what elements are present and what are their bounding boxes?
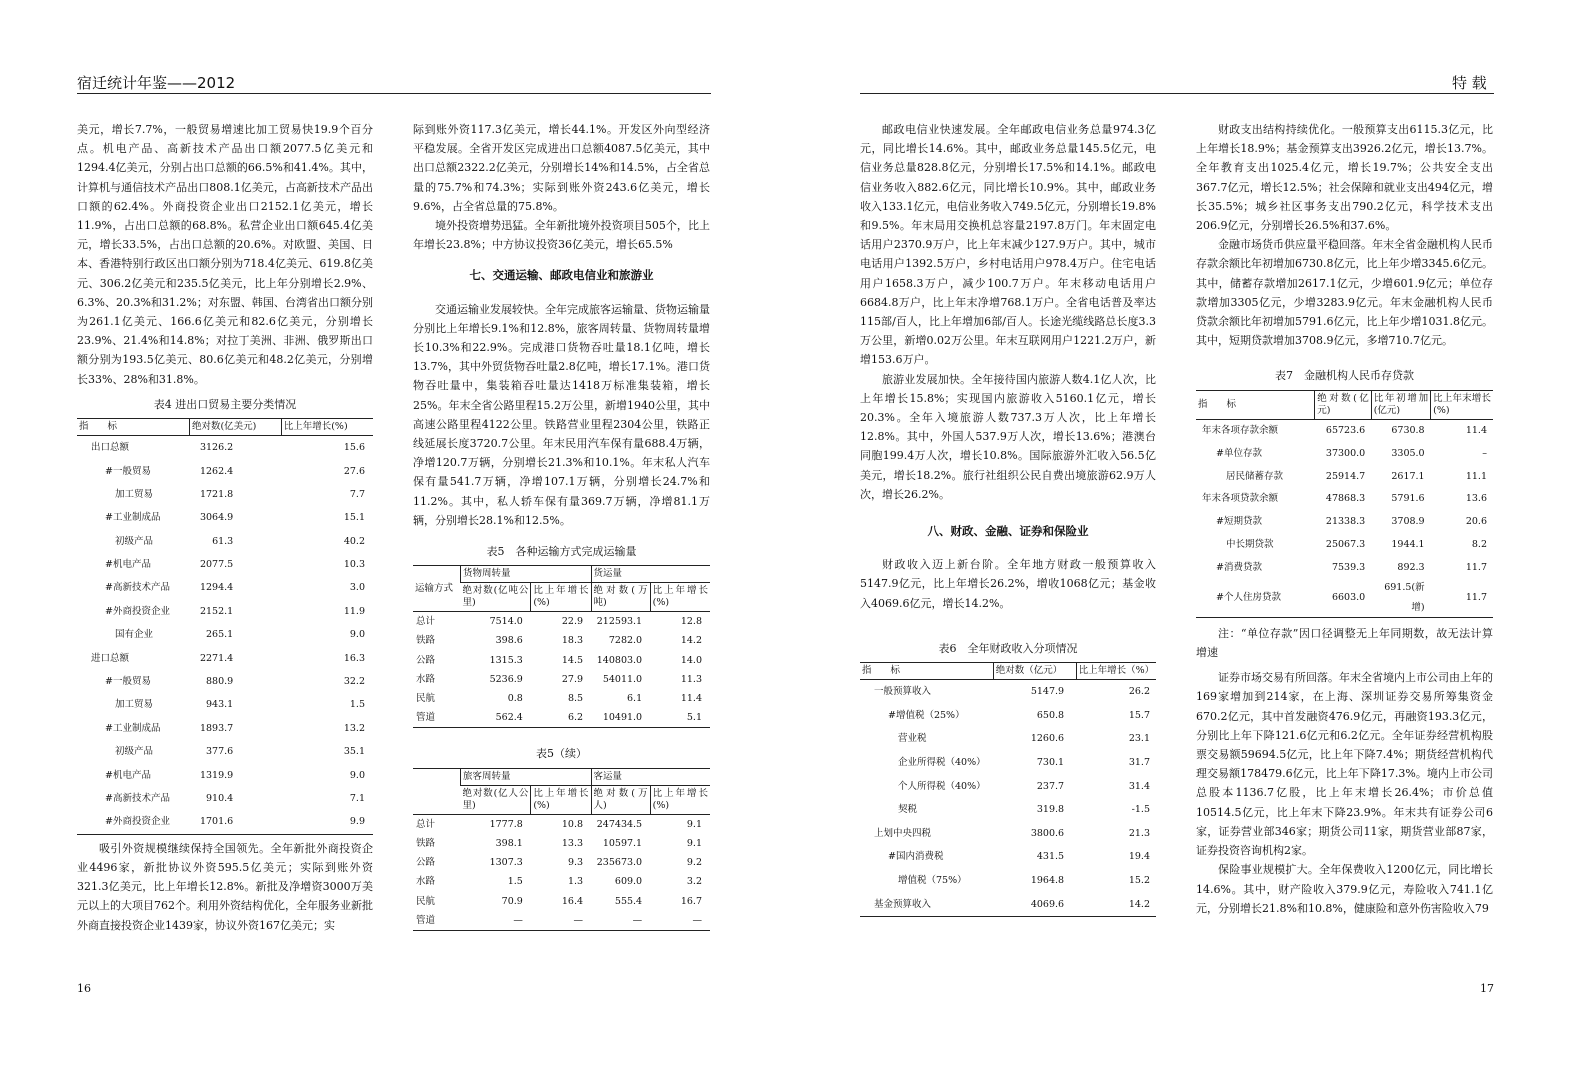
row-value: 13.6 bbox=[1465, 493, 1487, 505]
row-label: 个人所得税（40%） bbox=[898, 780, 986, 792]
row-value: 892.3 bbox=[1397, 561, 1425, 573]
table-row bbox=[413, 670, 710, 689]
row-value: 3800.6 bbox=[1030, 827, 1065, 839]
left-column-2 bbox=[413, 120, 710, 931]
row-value: 1262.4 bbox=[199, 465, 234, 477]
table6-header: 指 标 bbox=[860, 663, 993, 680]
row-value: 9.1 bbox=[686, 818, 702, 830]
table-row bbox=[413, 631, 710, 650]
table-row bbox=[77, 647, 373, 670]
row-value: 11.7 bbox=[1465, 592, 1487, 604]
row-value: 1777.8 bbox=[489, 818, 523, 830]
paragraph: 保险事业规模扩大。全年保费收入1200亿元，同比增长14.6%。其中，财产险收入379.9亿元，寿险收入741.1亿元，分别增长21.8%和10.8%，健康险和意外伤害险收入79 bbox=[1196, 863, 1493, 915]
table-row bbox=[413, 892, 710, 911]
table-row bbox=[413, 708, 710, 728]
row-value: 9.0 bbox=[349, 769, 365, 781]
paragraph: 旅游业发展加快。全年接待国内旅游人数4.1亿人次，比上年增长15.8%；实现国内旅游收入5160.1亿元，增长20.3%。全年入境旅游人数737.3万人次，比上年增长12.8%。其中，外国人537.9万人次，增长13.6%；港澳台同胞199.4万人次，增长10.8%。国际旅游外汇收入56.5亿美元，增长18.2%。旅行社组织公民自费出境旅游62.9万人次，增长26.2%。 bbox=[860, 372, 1156, 501]
section-heading-7: 七、交通运输、邮政电信业和旅游业 bbox=[469, 268, 654, 283]
row-value: 5236.9 bbox=[489, 673, 523, 685]
paragraph: 际到账外资117.3亿美元，增长44.1%。开发区外向型经济平稳发展。全省开发区完成进出口总额4087.5亿美元，其中出口总额2322.2亿美元，分别增长14%和14.5%，占全省总量的75.7%和74.3%；实际到账外资243.6亿美元，增长9.6%，占全省总量的75.8%。 bbox=[413, 123, 710, 213]
row-value: 11.4 bbox=[1465, 425, 1487, 437]
row-value: 31.7 bbox=[1128, 757, 1150, 769]
row-label: 管道 bbox=[416, 914, 436, 926]
table5b-group-header: 旅客周转量 bbox=[461, 768, 592, 785]
row-value: 398.1 bbox=[495, 837, 523, 849]
row-label: 契税 bbox=[898, 804, 918, 816]
row-value: — bbox=[692, 914, 702, 926]
table-row bbox=[413, 612, 710, 632]
table-row bbox=[77, 483, 373, 506]
table-row bbox=[77, 576, 373, 599]
table5b-caption: 表5（续） bbox=[536, 747, 587, 761]
table-row bbox=[77, 717, 373, 740]
row-value: 2152.1 bbox=[199, 605, 234, 617]
row-label: 加工贸易 bbox=[115, 488, 154, 500]
table-row bbox=[860, 704, 1156, 728]
row-value: 10491.0 bbox=[602, 712, 643, 724]
row-value: 19.4 bbox=[1128, 851, 1150, 863]
table-row bbox=[413, 651, 710, 670]
row-value: 27.9 bbox=[561, 673, 584, 685]
table5b-subheader: 绝对数(万人) bbox=[591, 785, 650, 814]
right-header-rule bbox=[860, 93, 1494, 94]
table6-caption: 表6 全年财政收入分项情况 bbox=[938, 641, 1078, 655]
row-value: 3064.9 bbox=[199, 512, 234, 524]
row-value: 14.2 bbox=[1128, 898, 1150, 910]
row-value: 7.1 bbox=[349, 793, 365, 804]
row-value: 15.2 bbox=[1128, 875, 1150, 887]
table-row bbox=[77, 693, 373, 716]
row-value: 1701.6 bbox=[199, 816, 234, 828]
row-value: 9.1 bbox=[686, 837, 702, 849]
row-label: 管道 bbox=[416, 712, 436, 724]
row-label: #高新技术产品 bbox=[105, 582, 170, 594]
table-row bbox=[1196, 419, 1493, 442]
row-label: 基金预算收入 bbox=[874, 898, 932, 910]
row-label: 公路 bbox=[416, 857, 436, 869]
row-value: 319.8 bbox=[1036, 804, 1065, 816]
row-value: 11.4 bbox=[680, 693, 702, 705]
table-row bbox=[77, 600, 373, 623]
right-header-title: 特 载 bbox=[1452, 74, 1487, 92]
table6-header: 比上年增长（%） bbox=[1076, 663, 1156, 680]
row-value: 235673.0 bbox=[596, 857, 643, 869]
row-value: 8.2 bbox=[1471, 538, 1487, 550]
table7 bbox=[1196, 390, 1493, 618]
table-row bbox=[1196, 510, 1493, 533]
paragraph: 财政收入迈上新台阶。全年地方财政一般预算收入5147.9亿元，比上年增长26.2%，增收1068亿元；基金收入4069.6亿元，增长14.2%。 bbox=[860, 558, 1156, 610]
row-value: 37300.0 bbox=[1325, 448, 1366, 460]
row-value: 247434.5 bbox=[596, 818, 643, 830]
table-row bbox=[413, 834, 710, 853]
paragraph: 吸引外资规模继续保持全国领先。全年新批外商投资企业4496家，新批协议外资595.5亿美元；实际到账外资321.3亿美元，比上年增长12.8%。新批及净增资3000万美元以上的大项目762个。利用外资结构优化，全年服务业新批外商直接投资企业1439家，协议外资167亿美元；实 bbox=[77, 841, 373, 932]
table7-caption: 表7 金融机构人民币存贷款 bbox=[1275, 369, 1414, 383]
table-row bbox=[77, 436, 373, 460]
table5b-group-header: 客运量 bbox=[591, 768, 710, 785]
row-label: #外商投资企业 bbox=[105, 816, 170, 828]
table-row bbox=[77, 530, 373, 553]
row-label: #个人住房贷款 bbox=[1216, 592, 1281, 604]
row-value: 26.2 bbox=[1128, 686, 1150, 698]
table-row bbox=[413, 872, 710, 891]
row-label: 民航 bbox=[416, 693, 436, 705]
row-label: 增值税（75%） bbox=[898, 875, 967, 887]
table7-body bbox=[1196, 419, 1493, 617]
right-column-2 bbox=[1196, 120, 1493, 918]
row-value: 11.3 bbox=[680, 673, 702, 685]
row-value: 2271.4 bbox=[199, 652, 234, 664]
row-value: 14.0 bbox=[680, 654, 702, 666]
row-value: 3.2 bbox=[686, 876, 702, 888]
row-value: 22.9 bbox=[561, 616, 584, 628]
row-value: 1721.8 bbox=[199, 488, 234, 500]
table5b-body bbox=[413, 814, 710, 930]
table-row bbox=[1196, 578, 1493, 617]
row-value: 1893.7 bbox=[199, 722, 234, 734]
row-value: — bbox=[632, 914, 643, 926]
row-label: 进口总额 bbox=[91, 652, 130, 664]
row-value: 21338.3 bbox=[1325, 516, 1366, 528]
table-row bbox=[860, 774, 1156, 798]
table4 bbox=[77, 418, 373, 835]
table4-header: 比上年增长(%) bbox=[281, 419, 373, 436]
table-row bbox=[860, 822, 1156, 846]
row-label: 营业税 bbox=[898, 733, 927, 745]
paragraph: 美元，增长7.7%，一般贸易增速比加工贸易快19.9个百分点。机电产品、高新技术产品出口额2077.5亿美元和1294.4亿美元，分别占出口总额的66.5%和41.4%。其中，计算机与通信技术产品出口808.1亿美元，占高新技术产品出口额的62.4%。外商投资企业出口2152.1亿美元，增长11.9%，占出口总额的68.8%。私营企业出口额645.4亿美元，增长33.5%，占出口总额的20.6%。对欧盟、美国、日本、香港特别行政区出口额分别为718.4亿美元、619.8亿美元、306.2亿美元和235.5亿美元，比上年分别增长2.9%、6.3%、20.3%和31.2%；对东盟、韩国、台湾省出口额分别为261.1亿美元、166.6亿美元和82.6亿美元，分别增长23.9%、21.4%和14.8%；对拉丁美洲、非洲、俄罗斯出口额分别为193.5亿美元、80.6亿美元和48.2亿美元，分别增长33%、28%和31.8%。 bbox=[77, 123, 373, 386]
row-label: #外商投资企业 bbox=[105, 605, 170, 617]
row-value: -1.5 bbox=[1131, 804, 1150, 816]
row-label: #工业制成品 bbox=[105, 512, 161, 524]
table7-note: 注：“单位存款”因口径调整无上年同期数，故无法计算增速 bbox=[1196, 626, 1493, 660]
row-value: 10.3 bbox=[343, 559, 365, 571]
table5b-subheader: 比上年增长(%) bbox=[531, 785, 591, 814]
row-value: 15.1 bbox=[343, 512, 365, 524]
left-page bbox=[0, 0, 790, 1077]
row-value: 11.7 bbox=[1465, 561, 1487, 573]
table4-body bbox=[77, 436, 373, 835]
table-row bbox=[413, 911, 710, 931]
table5b bbox=[413, 768, 710, 931]
row-label: 企业所得税（40%） bbox=[898, 757, 986, 769]
row-label: 国有企业 bbox=[115, 629, 154, 641]
table-row bbox=[77, 623, 373, 646]
row-value: 431.5 bbox=[1036, 851, 1065, 863]
row-value: 8.5 bbox=[567, 693, 584, 705]
row-value: – bbox=[1482, 448, 1487, 460]
row-label: #机电产品 bbox=[105, 769, 151, 781]
table-row bbox=[1196, 556, 1493, 579]
row-label: #短期贷款 bbox=[1216, 516, 1262, 528]
row-value: 2077.5 bbox=[199, 559, 234, 571]
row-label: 水路 bbox=[416, 673, 436, 685]
left-header-title: 宿迁统计年鉴——2012 bbox=[77, 74, 236, 92]
row-label: 总计 bbox=[416, 818, 436, 830]
row-value: 14.2 bbox=[680, 635, 702, 647]
table7-header: 比年初增加(亿元) bbox=[1371, 390, 1430, 419]
row-value: 1.5 bbox=[507, 876, 523, 888]
row-value: 47868.3 bbox=[1325, 493, 1366, 505]
table-row bbox=[413, 689, 710, 708]
row-value: 1315.3 bbox=[489, 654, 523, 666]
row-label: #工业制成品 bbox=[105, 722, 161, 734]
table-row bbox=[77, 506, 373, 529]
table-row bbox=[860, 727, 1156, 751]
row-value: 609.0 bbox=[614, 876, 643, 888]
table-row bbox=[860, 892, 1156, 916]
row-value: 10.8 bbox=[561, 818, 584, 830]
table5-caption: 表5 各种运输方式完成运输量 bbox=[486, 545, 637, 559]
row-value: 31.4 bbox=[1128, 780, 1150, 792]
table7-header: 比上年末增长(%) bbox=[1431, 390, 1493, 419]
table5-subheader: 绝对数(万吨) bbox=[591, 583, 650, 612]
row-value: 943.1 bbox=[206, 699, 234, 711]
row-value: 3126.2 bbox=[199, 442, 234, 454]
row-value: 1944.1 bbox=[1391, 538, 1425, 550]
paragraph: 金融市场货币供应量平稳回落。年末全省金融机构人民币存款余额比年初增加6730.8亿元，比上年少增3345.6亿元。其中，储蓄存款增加2617.1亿元，少增601.9亿元；单位存款增加3305亿元，少增3283.9亿元。年末金融机构人民币贷款余额比年初增加5791.6亿元，比上年少增1031.8亿元。其中，短期贷款增加3708.9亿元，多增710.7亿元。 bbox=[1196, 238, 1493, 348]
table5-subheader: 比上年增长(%) bbox=[531, 583, 591, 612]
table-row bbox=[413, 814, 710, 834]
row-value: 13.2 bbox=[343, 722, 365, 734]
row-value: 9.9 bbox=[349, 816, 365, 828]
row-value: 650.8 bbox=[1036, 709, 1065, 721]
row-value: 5791.6 bbox=[1391, 493, 1425, 505]
table5 bbox=[413, 565, 710, 728]
row-value: 27.6 bbox=[343, 465, 365, 477]
row-value: 6730.8 bbox=[1391, 425, 1425, 437]
row-value: 54011.0 bbox=[602, 673, 643, 685]
row-label: 初级产品 bbox=[115, 746, 154, 758]
row-value: 730.1 bbox=[1036, 757, 1065, 769]
table-row bbox=[1196, 465, 1493, 488]
table-row bbox=[77, 553, 373, 576]
row-value: 61.3 bbox=[212, 535, 234, 547]
left-header-rule bbox=[77, 93, 711, 94]
row-value: 2617.1 bbox=[1391, 470, 1425, 482]
row-value: 16.7 bbox=[680, 895, 702, 907]
row-label: #一般贸易 bbox=[105, 676, 151, 688]
row-value: 6.1 bbox=[627, 693, 643, 705]
row-value: 1294.4 bbox=[199, 582, 234, 594]
row-value: 12.8 bbox=[680, 616, 702, 628]
table-row bbox=[1196, 488, 1493, 511]
table-row bbox=[77, 787, 373, 810]
row-label: 中长期贷款 bbox=[1226, 538, 1274, 550]
row-value: 1964.8 bbox=[1030, 875, 1065, 887]
table5b-subheader: 绝对数(亿人公里) bbox=[461, 785, 531, 814]
table-row bbox=[1196, 533, 1493, 556]
row-label: 年末各项贷款余额 bbox=[1202, 493, 1279, 505]
row-value: 691.5(新增) bbox=[1384, 582, 1425, 613]
row-value: 15.6 bbox=[343, 442, 365, 454]
paragraph: 境外投资增势迅猛。全年新批境外投资项目505个，比上年增长23.8%；中方协议投资36亿美元，增长65.5% bbox=[413, 219, 710, 252]
table5b-header-empty bbox=[413, 768, 461, 814]
row-label: #消费贷款 bbox=[1216, 561, 1262, 573]
row-label: 铁路 bbox=[416, 635, 436, 647]
row-value: 9.3 bbox=[567, 857, 584, 869]
row-value: 377.6 bbox=[206, 746, 234, 758]
row-label: 初级产品 bbox=[115, 535, 154, 547]
row-value: 1260.6 bbox=[1030, 733, 1065, 745]
row-label: 出口总额 bbox=[91, 442, 130, 454]
left-page-number: 16 bbox=[77, 982, 91, 995]
row-label: 上划中央四税 bbox=[874, 827, 932, 839]
row-value: 20.6 bbox=[1465, 516, 1487, 528]
table4-header: 绝对数(亿美元) bbox=[189, 419, 281, 436]
row-value: 11.1 bbox=[1465, 470, 1487, 482]
table-row bbox=[77, 810, 373, 834]
row-label: 总计 bbox=[416, 616, 436, 628]
row-value: 16.3 bbox=[343, 652, 365, 664]
right-column-1 bbox=[860, 120, 1156, 917]
row-value: 3305.0 bbox=[1391, 448, 1425, 460]
table-row bbox=[77, 670, 373, 693]
table6 bbox=[860, 662, 1156, 917]
row-value: 6603.0 bbox=[1331, 592, 1366, 604]
table5-subheader: 比上年增长(%) bbox=[650, 583, 710, 612]
row-value: 880.9 bbox=[206, 676, 234, 688]
row-label: #国内消费税 bbox=[888, 851, 944, 863]
table-row bbox=[413, 853, 710, 872]
table5-header: 运输方式 bbox=[413, 566, 461, 612]
row-label: #机电产品 bbox=[105, 559, 151, 571]
table5b-subheader: 比上年增长(%) bbox=[650, 785, 710, 814]
row-value: 21.3 bbox=[1128, 827, 1150, 839]
row-value: 1319.9 bbox=[199, 769, 234, 781]
row-value: — bbox=[513, 914, 523, 926]
row-value: 32.2 bbox=[343, 676, 365, 688]
row-value: 237.7 bbox=[1036, 780, 1065, 792]
table5-group-header: 货物周转量 bbox=[461, 566, 592, 583]
row-value: 7514.0 bbox=[489, 616, 523, 628]
row-value: 18.3 bbox=[561, 635, 584, 647]
row-value: 65723.6 bbox=[1325, 425, 1366, 437]
right-page-number: 17 bbox=[1480, 982, 1494, 995]
table-row bbox=[77, 740, 373, 763]
row-value: 212593.1 bbox=[596, 616, 643, 628]
row-value: 7282.0 bbox=[608, 635, 643, 647]
table-row bbox=[77, 764, 373, 787]
paragraph: 证券市场交易有所回落。年末全省境内上市公司由上年的169家增加到214家，在上海、深圳证券交易所筹集资金670.2亿元，其中首发融资476.9亿元，再融资193.3亿元，分别比上年下降121.6亿元和6.2亿元。全年证券经营机构股票交易额59694.5亿元，比上年下降7.4%；期货经营机构代理交易额178479.6亿元，比上年下降17.3%。境内上市公司总股本1136.7亿股，比上年末增长26.4%；市价总值10514.5亿元，比上年末下降23.9%。年末共有证券公司6家，证券营业部346家；期货公司11家，期货营业部87家，证券投资咨询机构2家。 bbox=[1196, 671, 1493, 858]
table5-subheader: 绝对数(亿吨公里) bbox=[461, 583, 531, 612]
row-value: 14.5 bbox=[561, 654, 584, 666]
row-value: 3708.9 bbox=[1391, 516, 1425, 528]
row-value: 3.0 bbox=[349, 582, 365, 594]
paragraph: 财政支出结构持续优化。一般预算支出6115.3亿元，比上年增长18.9%；基金预算支出3926.2亿元，增长13.7%。全年教育支出1025.4亿元，增长19.7%；公共安全支出367.7亿元，增长12.5%；社会保障和就业支出494亿元，增长35.5%；城乡社区事务支出790.2亿元，科学技术支出206.9亿元，分别增长26.5%和37.6%。 bbox=[1196, 123, 1493, 233]
row-label: 铁路 bbox=[416, 837, 436, 849]
row-label: 水路 bbox=[416, 876, 436, 888]
table5-body bbox=[413, 612, 710, 728]
row-value: 7539.3 bbox=[1331, 561, 1366, 573]
paragraph: 交通运输业发展较快。全年完成旅客运输量、货物运输量分别比上年增长9.1%和12.8%，旅客周转量、货物周转量增长10.3%和22.9%。完成港口货物吞吐量18.1亿吨，增长13.7%，其中外贸货物吞吐量2.8亿吨，增长17.1%。港口货物吞吐量中，集装箱吞吐量达1418万标准集装箱，增长25%。年末全省公路里程15.2万公里，新增1940公里，其中高速公路里程4122公里。铁路营业里程2304公里，铁路正线延展长度3720.7公里。年末民用汽车保有量688.4万辆，净增120.7万辆，分别增长21.3%和10.1%。年末私人汽车保有量541.7万辆，净增107.1万辆，分别增长24.7%和11.2%。其中，私人轿车保有量369.7万辆，净增81.1万辆，分别增长28.1%和12.5%。 bbox=[413, 302, 710, 527]
row-label: 加工贸易 bbox=[115, 699, 154, 711]
left-column-1 bbox=[77, 120, 373, 935]
row-value: 6.2 bbox=[567, 712, 584, 724]
row-label: #单位存款 bbox=[1216, 448, 1262, 460]
row-value: 5.1 bbox=[686, 712, 702, 724]
row-value: 9.2 bbox=[686, 857, 702, 869]
table4-caption: 表4 进出口贸易主要分类情况 bbox=[153, 397, 297, 411]
row-label: 民航 bbox=[416, 895, 436, 907]
row-value: 70.9 bbox=[501, 895, 523, 907]
table-row bbox=[77, 459, 373, 482]
table6-header: 绝对数（亿元） bbox=[993, 663, 1076, 680]
table-row bbox=[860, 869, 1156, 893]
right-page bbox=[797, 0, 1587, 1077]
row-label: 公路 bbox=[416, 654, 436, 666]
paragraph: 邮政电信业快速发展。全年邮政电信业务总量974.3亿元，同比增长14.6%。其中，邮政业务总量145.5亿元，电信业务总量828.8亿元，分别增长17.5%和14.1%。邮政电信业务收入882.6亿元，同比增长10.9%。其中，邮政业务收入133.1亿元，电信业务收入749.5亿元，分别增长19.8%和9.5%。年末局用交换机总容量2197.8万门。年末固定电话用户2370.9万户，比上年末减少127.9万户。其中，城市电话用户1392.5万户，乡村电话用户978.4万户。住宅电话用户1658.3万户，减少100.7万户。年末移动电话用户6684.8万户，比上年末净增768.1万户。全省电话普及率达115部/百人，比上年增加6部/百人。长途光缆线路总长度3.3万公里，新增0.02万公里。年末互联网用户1221.2万户，新增153.6万户。 bbox=[860, 123, 1156, 367]
row-value: — bbox=[573, 914, 584, 926]
table-row bbox=[860, 845, 1156, 869]
table-row bbox=[1196, 442, 1493, 465]
row-value: 11.9 bbox=[343, 605, 365, 617]
row-label: #一般贸易 bbox=[105, 465, 151, 477]
row-value: 562.4 bbox=[495, 712, 523, 724]
table5-group-header: 货运量 bbox=[591, 566, 710, 583]
row-label: 居民储蓄存款 bbox=[1226, 470, 1284, 482]
row-value: 140803.0 bbox=[596, 654, 643, 666]
row-value: 1.3 bbox=[567, 876, 584, 888]
row-label: 一般预算收入 bbox=[874, 686, 932, 698]
table-row bbox=[860, 798, 1156, 822]
row-value: 13.3 bbox=[561, 837, 584, 849]
row-label: #高新技术产品 bbox=[105, 793, 170, 804]
row-value: 16.4 bbox=[561, 895, 584, 907]
row-value: 555.4 bbox=[614, 895, 643, 907]
row-value: 40.2 bbox=[343, 535, 365, 547]
row-value: 4069.6 bbox=[1030, 898, 1065, 910]
row-label: #增值税（25%） bbox=[888, 709, 965, 721]
row-label: 年末各项存款余额 bbox=[1202, 425, 1279, 437]
row-value: 1307.3 bbox=[489, 857, 523, 869]
table7-header: 绝对数(亿元) bbox=[1315, 390, 1371, 419]
row-value: 265.1 bbox=[206, 629, 234, 641]
row-value: 15.7 bbox=[1128, 709, 1150, 721]
table7-header: 指 标 bbox=[1196, 390, 1315, 419]
row-value: 1.5 bbox=[349, 699, 365, 711]
row-value: 9.0 bbox=[349, 629, 365, 641]
table6-body bbox=[860, 680, 1156, 917]
row-value: 0.8 bbox=[507, 693, 523, 705]
row-value: 398.6 bbox=[495, 635, 523, 647]
row-value: 5147.9 bbox=[1030, 686, 1065, 698]
row-value: 23.1 bbox=[1128, 733, 1150, 745]
row-value: 25914.7 bbox=[1325, 470, 1366, 482]
row-value: 25067.3 bbox=[1325, 538, 1366, 550]
row-value: 7.7 bbox=[349, 488, 365, 500]
row-value: 35.1 bbox=[343, 746, 365, 758]
table4-header: 指 标 bbox=[77, 419, 189, 436]
table-row bbox=[860, 680, 1156, 704]
table-row bbox=[860, 751, 1156, 775]
row-value: 910.4 bbox=[206, 793, 234, 804]
row-value: 10597.1 bbox=[602, 837, 643, 849]
section-heading-8: 八、财政、金融、证券和保险业 bbox=[927, 524, 1089, 539]
